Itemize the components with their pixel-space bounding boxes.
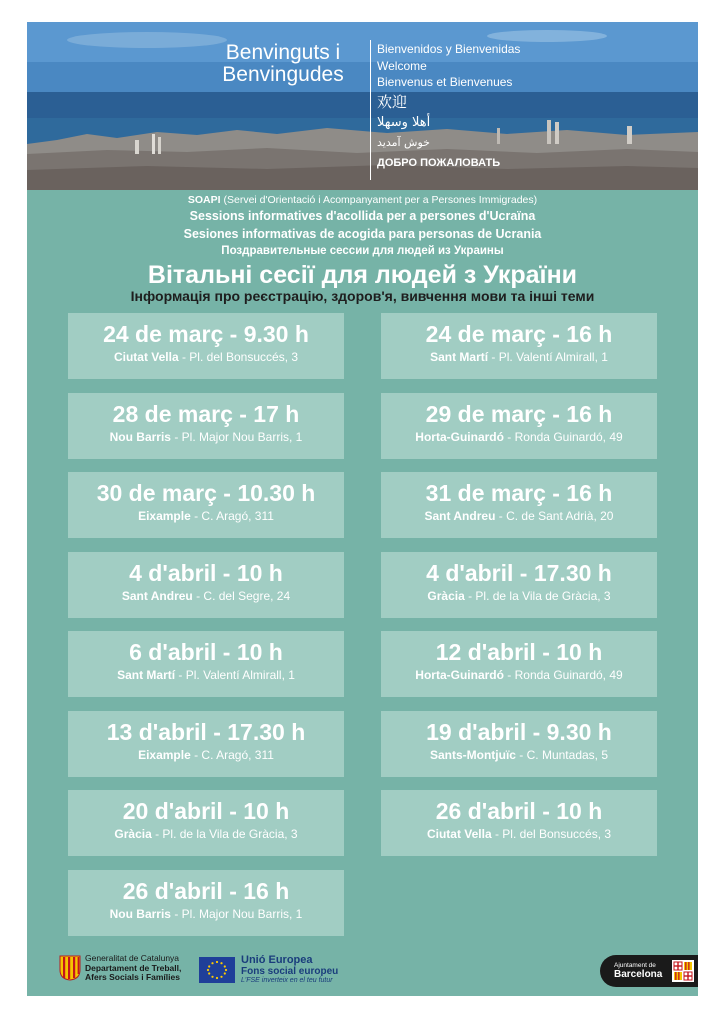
session-card (68, 313, 344, 379)
session-district: Sant Martí (117, 668, 176, 682)
intro-section (27, 192, 698, 304)
session-date: 6 d'abril - 10 h (129, 639, 283, 665)
session-date: 12 d'abril - 10 h (435, 639, 603, 665)
banner-divider (370, 40, 371, 180)
greeting-urdu: خوش آمدید (377, 135, 430, 149)
session-date: 26 d'abril - 16 h (122, 878, 290, 904)
footer-logos (27, 946, 698, 996)
session-district: Nou Barris (109, 907, 171, 921)
greeting-french: Bienvenus et Bienvenues (377, 75, 513, 89)
session-location (381, 350, 657, 365)
session-location (68, 827, 344, 842)
subtitle-spanish: Sesiones informativas de acogida para personas de Ucrania (183, 226, 542, 241)
session-address: - Ronda Guinardó, 49 (503, 430, 623, 444)
session-date: 4 d'abril - 17.30 h (426, 560, 612, 586)
session-address: - Pl. de la Vila de Gràcia, 3 (464, 589, 611, 603)
eu-name: Unió Europea (241, 954, 313, 966)
barcelona-shield-icon (672, 960, 694, 982)
header-banner (27, 22, 698, 190)
catalonia-shield-icon (59, 955, 81, 981)
poster (27, 22, 698, 996)
session-card (68, 711, 344, 777)
session-district: Ciutat Vella (113, 350, 179, 364)
session-district: Sant Andreu (121, 589, 193, 603)
gencat-department-2: Afers Socials i Famílies (85, 972, 180, 982)
session-card (381, 552, 657, 618)
greeting-arabic: أهلا وسهلا (377, 114, 431, 130)
session-address: - Pl. del Bonsuccés, 3 (491, 827, 612, 841)
session-date: 4 d'abril - 10 h (129, 560, 283, 586)
session-card (68, 472, 344, 538)
session-address: - C. Aragó, 311 (190, 748, 274, 762)
session-location (68, 589, 344, 604)
bcn-line1: Ajuntament de (614, 962, 656, 969)
session-address: - Pl. Major Nou Barris, 1 (170, 430, 303, 444)
subtitle-catalan: Sessions informatives d'acollida per a persones d'Ucraïna (189, 209, 536, 223)
session-card (381, 631, 657, 697)
session-district: Eixample (138, 748, 191, 762)
session-card (68, 870, 344, 936)
session-location (68, 430, 344, 445)
session-address: - Pl. Valentí Almirall, 1 (488, 350, 608, 364)
session-address: - C. Muntadas, 5 (515, 748, 609, 762)
session-date: 26 d'abril - 10 h (435, 798, 603, 824)
session-location (381, 668, 657, 683)
session-district: Horta-Guinardó (415, 668, 504, 682)
greeting-english: Welcome (377, 58, 427, 73)
eu-fund: Fons social europeu (241, 966, 339, 977)
session-address: - C. Aragó, 311 (190, 509, 274, 523)
session-location (68, 748, 344, 763)
session-card (68, 790, 344, 856)
page-title-ukrainian: Вітальні сесії для людей з України (147, 261, 578, 289)
session-district: Nou Barris (109, 430, 171, 444)
session-card (381, 711, 657, 777)
eu-logo (199, 954, 338, 985)
session-card (68, 631, 344, 697)
session-location (68, 907, 344, 922)
session-card (381, 472, 657, 538)
session-location (68, 509, 344, 524)
session-card (381, 393, 657, 459)
session-district: Horta-Guinardó (415, 430, 504, 444)
session-date: 29 de març - 16 h (425, 401, 613, 427)
soapi-acronym: SOAPI (187, 194, 221, 206)
session-location (381, 430, 657, 445)
welcome-title-line1: Benvinguts i (225, 41, 341, 64)
session-location (68, 350, 344, 365)
session-location (381, 748, 657, 763)
soapi-line (27, 192, 698, 208)
eu-slogan: L'FSE inverteix en el teu futur (241, 977, 333, 984)
gencat-name: Generalitat de Catalunya (85, 953, 180, 963)
welcome-greetings (377, 41, 520, 171)
soapi-description: (Servei d'Orientació i Acompanyament per a Persones Immigrades) (220, 194, 538, 206)
session-address: - Pl. Valentí Almirall, 1 (175, 668, 295, 682)
session-address: - Pl. Major Nou Barris, 1 (170, 907, 303, 921)
session-address: - C. de Sant Adrià, 20 (495, 509, 614, 523)
session-location (68, 668, 344, 683)
session-date: 13 d'abril - 17.30 h (106, 719, 306, 745)
session-district: Sant Andreu (424, 509, 496, 523)
session-district: Sants-Montjuïc (429, 748, 516, 762)
greeting-spanish: Bienvenidos y Bienvenidas (377, 42, 521, 56)
session-address: - Pl. del Bonsuccés, 3 (178, 350, 299, 364)
session-date: 31 de març - 16 h (425, 480, 613, 506)
session-address: - Ronda Guinardó, 49 (503, 668, 623, 682)
bcn-line2: Barcelona (614, 969, 663, 980)
greeting-chinese: 欢迎 (377, 92, 408, 111)
session-date: 24 de març - 16 h (425, 321, 613, 347)
session-card (68, 393, 344, 459)
session-district: Eixample (138, 509, 191, 523)
session-location (381, 589, 657, 604)
generalitat-logo (59, 954, 181, 983)
greeting-russian: ДОБРО ПОЖАЛОВАТЬ (377, 156, 501, 169)
barcelona-city-council-logo (600, 955, 698, 987)
page-subtitle-ukrainian: Інформація про реєстрацію, здоров'я, вивчення мови та інші теми (130, 288, 595, 304)
session-district: Gràcia (114, 827, 152, 841)
session-district: Ciutat Vella (426, 827, 492, 841)
session-address: - C. del Segre, 24 (192, 589, 291, 603)
session-date: 20 d'abril - 10 h (122, 798, 290, 824)
welcome-title (203, 42, 363, 86)
gencat-department: Departament de Treball, (85, 962, 182, 973)
session-date: 28 de març - 17 h (112, 401, 300, 427)
session-district: Sant Martí (430, 350, 489, 364)
session-card (381, 790, 657, 856)
session-date: 24 de març - 9.30 h (103, 321, 309, 347)
welcome-title-line2: Benvingudes (222, 63, 344, 86)
subtitle-russian: Поздравительные сессии для людей из Украины (221, 245, 504, 257)
session-address: - Pl. de la Vila de Gràcia, 3 (151, 827, 298, 841)
session-card (381, 313, 657, 379)
eu-flag-icon (199, 957, 235, 983)
session-date: 19 d'abril - 9.30 h (426, 719, 612, 745)
session-card (68, 552, 344, 618)
session-date: 30 de març - 10.30 h (96, 480, 316, 506)
session-location (381, 509, 657, 524)
session-location (381, 827, 657, 842)
session-district: Gràcia (427, 589, 465, 603)
